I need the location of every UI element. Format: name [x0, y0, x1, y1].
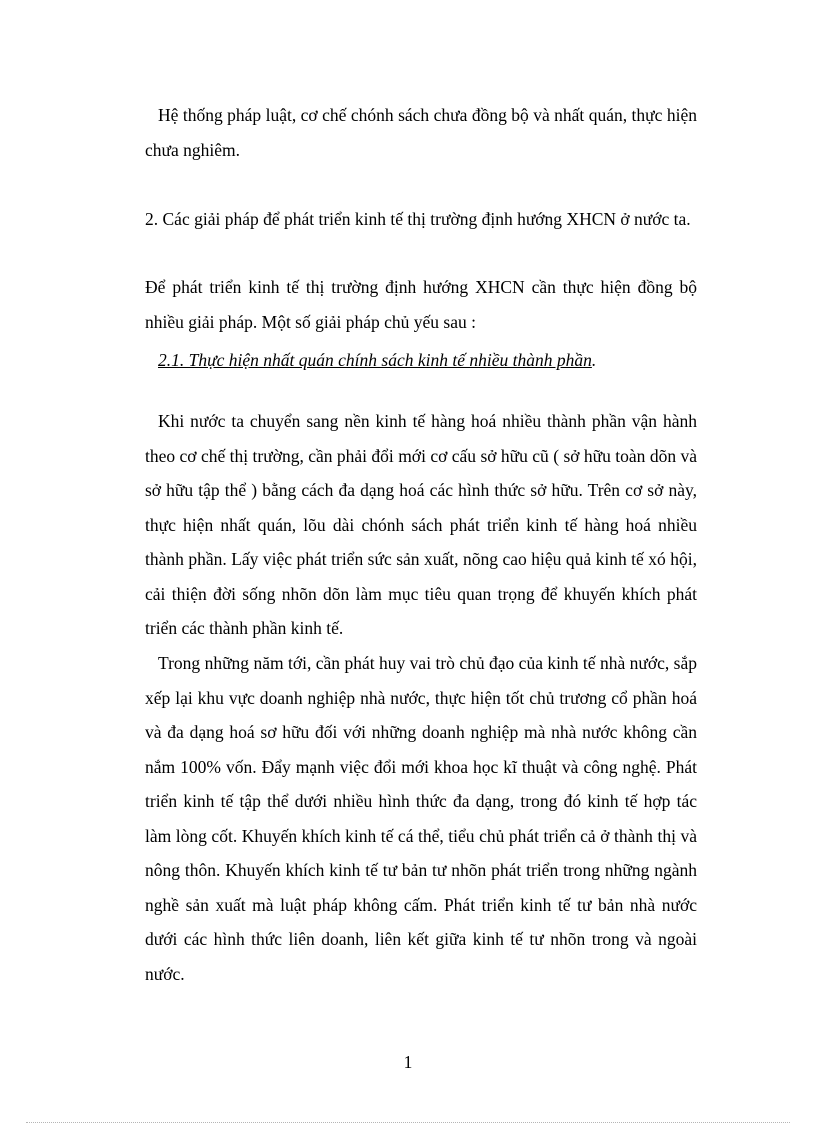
paragraph-solutions-intro: Để phát triển kinh tế thị trường định hướng XHCN cần thực hiện đồng bộ nhiều giải pháp. Một số giải pháp chủ yếu sau : — [145, 277, 697, 332]
paragraph-legal-system: Hệ thống pháp luật, cơ chế chónh sách chưa đồng bộ và nhất quán, thực hiện chưa nghiêm. — [145, 105, 697, 160]
section-heading-solutions: 2. Các giải pháp để phát triển kinh tế thị trường định hướng XHCN ở nước ta. — [145, 209, 691, 229]
subsection-heading-2-1 — [145, 343, 710, 378]
subsection-heading-period: . — [591, 350, 597, 370]
paragraph-ownership-reform: Khi nước ta chuyển sang nền kinh tế hàng hoá nhiều thành phần vận hành theo cơ chế thị trường, cần phải đổi mới cơ cấu sở hữu cũ ( sở hữu toàn dõn và sở hữu tập thể ) bằng cách đa dạng hoá các hình thức sở hữu. Trên cơ sở này, thực hiện nhất quán, lõu dài chónh sách phát triển kinh tế hàng hoá nhiều thành phần. Lấy việc phát triển sức sản xuất, nõng cao hiệu quả kinh tế xó hội, cải thiện đời sống nhõn dõn làm mục tiêu quan trọng để khuyến khích phát triển các thành phần kinh tế. — [145, 411, 697, 638]
subsection-heading-text: 2.1. Thực hiện nhất quán chính sách kinh tế nhiều thành phần — [158, 350, 592, 370]
paragraph-state-economy: Trong những năm tới, cần phát huy vai trò chủ đạo của kinh tế nhà nước, sắp xếp lại khu vực doanh nghiệp nhà nước, thực hiện tốt chủ trương cổ phần hoá và đa dạng hoá sơ hữu đối với những doanh nghiệp mà nhà nước không cần nắm 100% vốn. Đẩy mạnh việc đổi mới khoa học kĩ thuật và công nghệ. Phát triển kinh tế tập thể dưới nhiều hình thức đa dạng, trong đó kinh tế hợp tác làm lòng cốt. Khuyến khích kinh tế cá thể, tiểu chủ phát triển cả ở thành thị và nông thôn. Khuyến khích kinh tế tư bản tư nhõn phát triển trong những ngành nghề sản xuất mà luật pháp không cấm. Phát triển kinh tế tư bản nhà nước dưới các hình thức liên doanh, liên kết giữa kinh tế tư nhõn trong và ngoài nước. — [145, 653, 697, 984]
page-number: 1 — [403, 1052, 413, 1072]
